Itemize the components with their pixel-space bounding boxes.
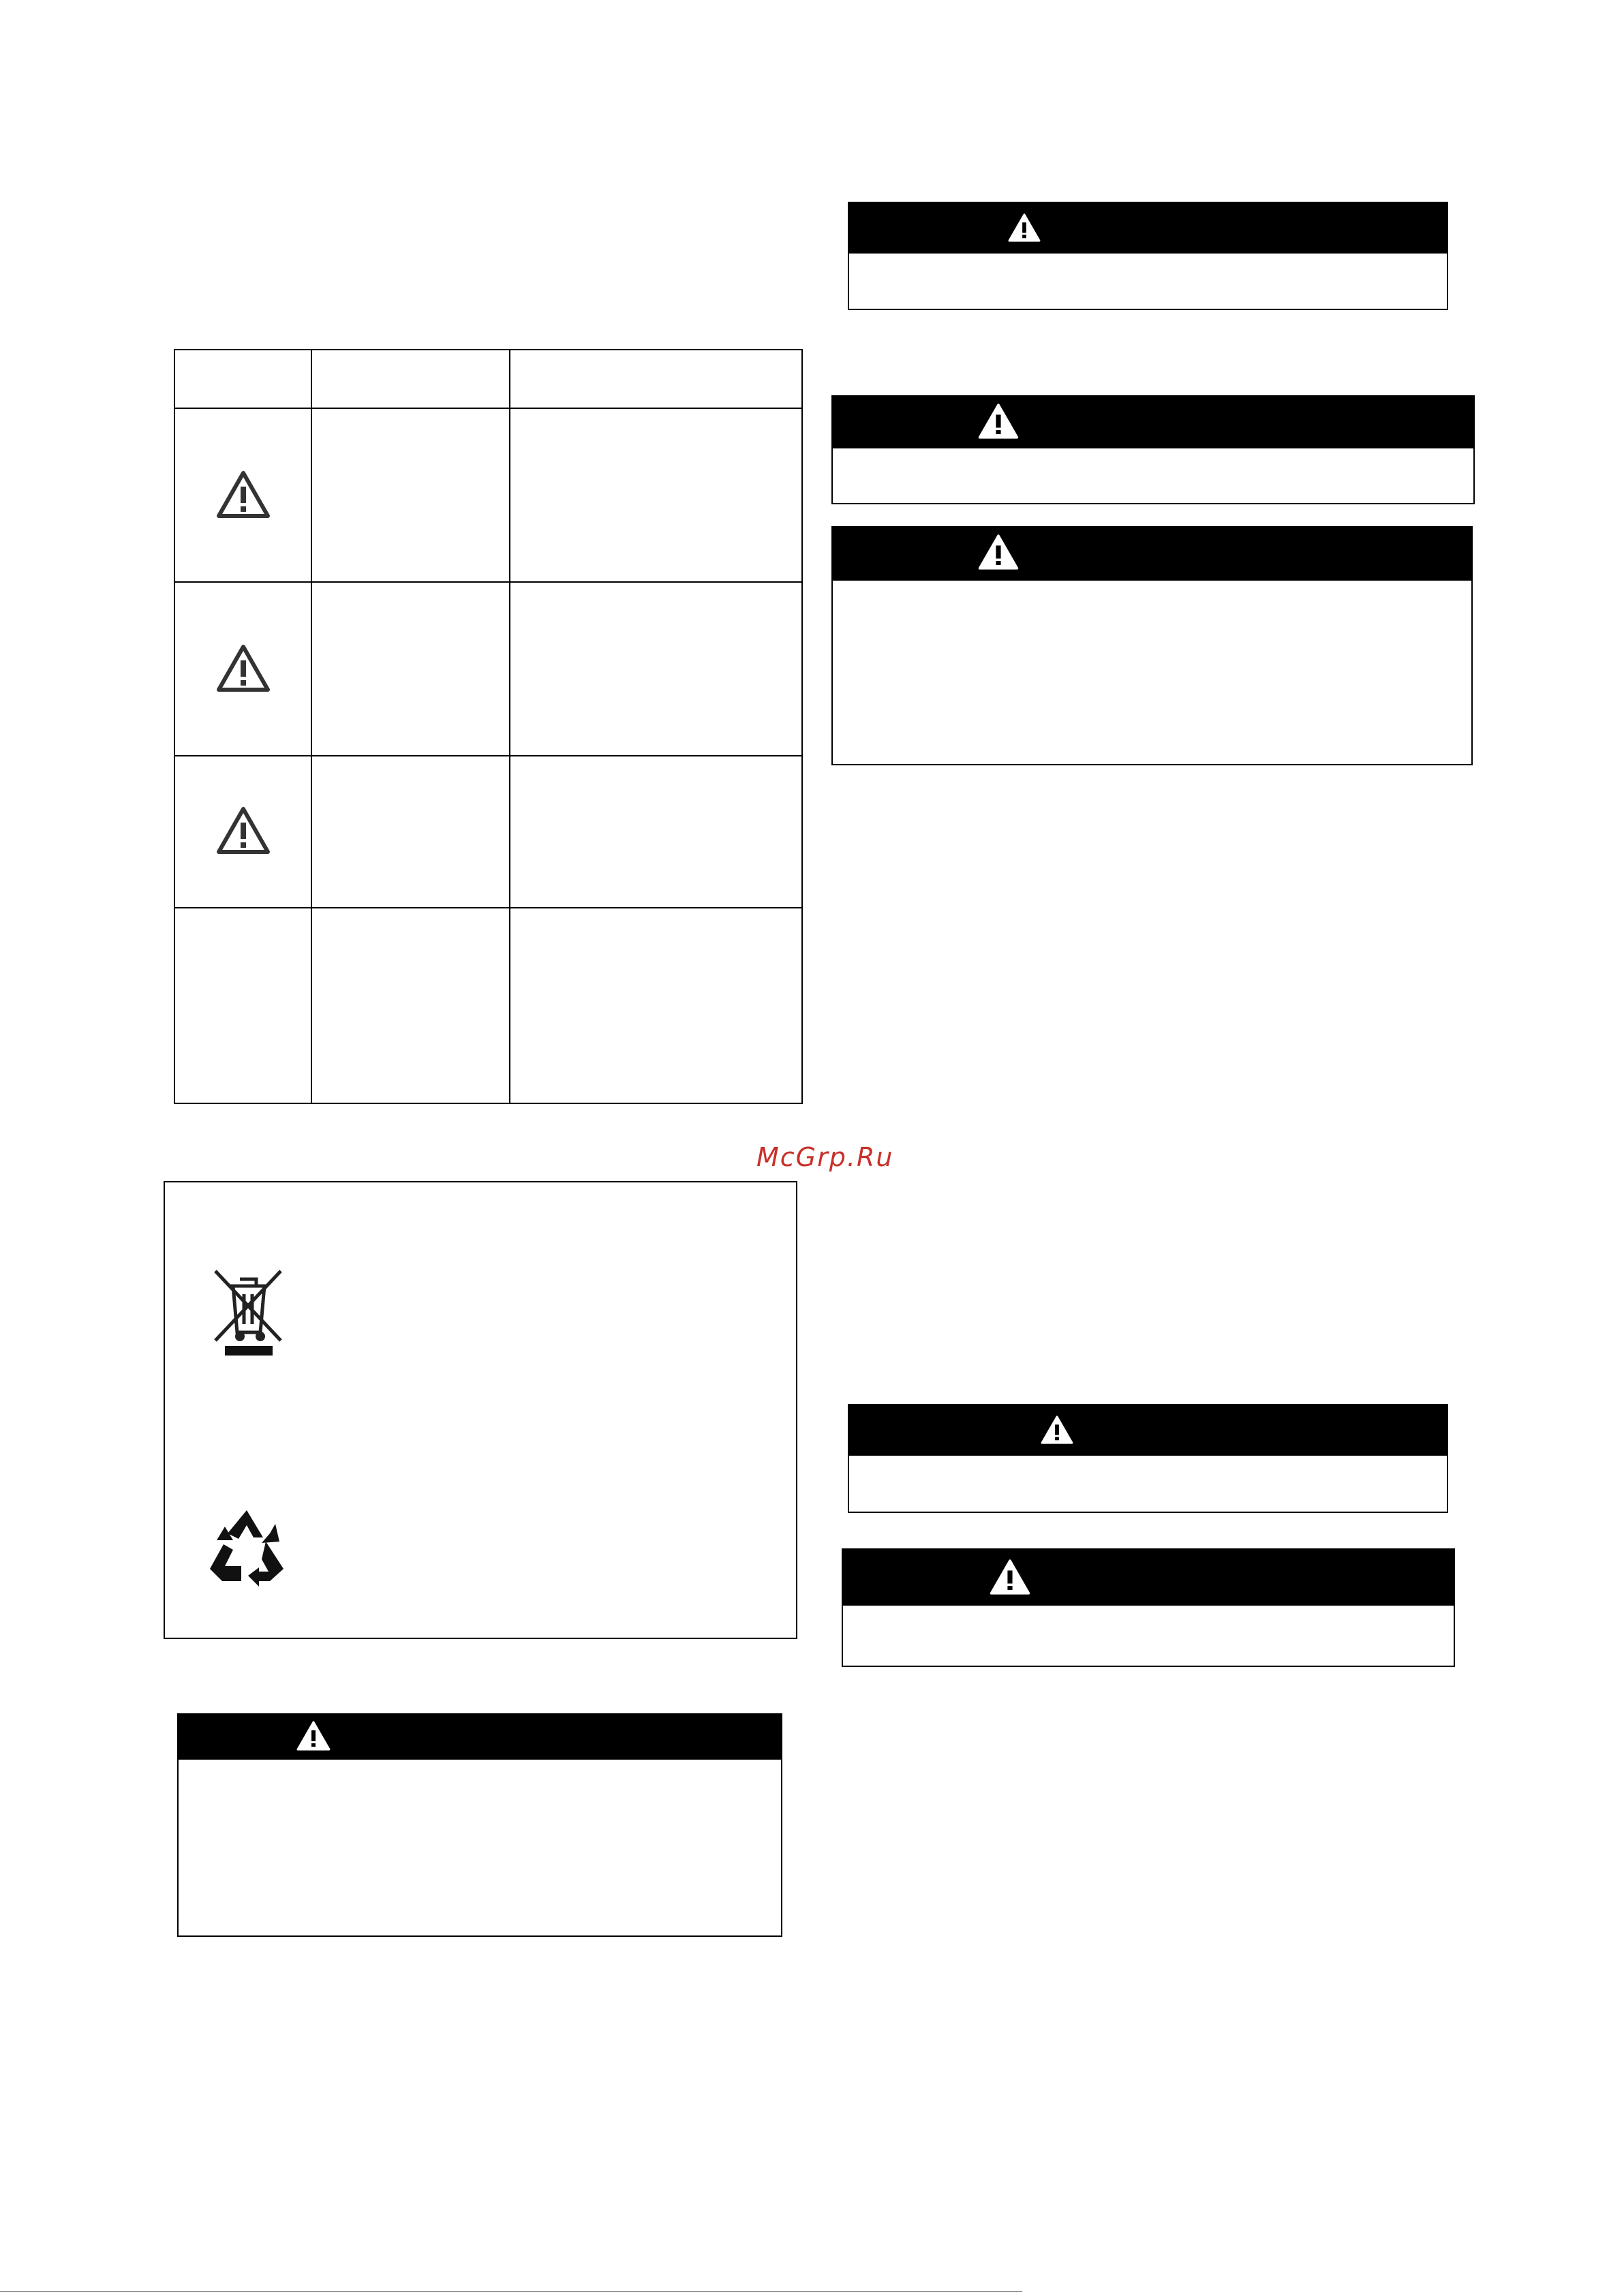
warning-triangle-icon bbox=[977, 533, 1020, 571]
warning-triangle-icon bbox=[1007, 213, 1041, 243]
warning-triangle-icon bbox=[216, 643, 271, 692]
table-row bbox=[216, 643, 271, 692]
warning-triangle-icon bbox=[977, 402, 1020, 440]
warning-box bbox=[848, 1404, 1448, 1513]
warning-triangle-icon bbox=[989, 1558, 1031, 1596]
warning-triangle-icon bbox=[216, 470, 271, 519]
table-column-divider bbox=[509, 350, 510, 1103]
warning-box bbox=[177, 1713, 782, 1937]
warning-header-bar bbox=[179, 1715, 781, 1760]
table-header-divider bbox=[175, 408, 801, 409]
warning-header-bar bbox=[849, 1405, 1447, 1456]
table-column-divider bbox=[311, 350, 312, 1103]
recycling-icon bbox=[204, 1506, 289, 1587]
table-row bbox=[216, 806, 271, 855]
warning-header-bar bbox=[849, 203, 1447, 254]
warning-triangle-icon bbox=[296, 1720, 331, 1751]
warning-header-bar bbox=[843, 1550, 1454, 1606]
warning-box bbox=[842, 1548, 1455, 1667]
warning-box bbox=[831, 526, 1473, 765]
warning-triangle-icon bbox=[1040, 1415, 1074, 1445]
symbol-table bbox=[174, 349, 803, 1104]
warning-box bbox=[831, 395, 1475, 504]
table-row-divider bbox=[175, 755, 801, 756]
warning-header-bar bbox=[833, 397, 1473, 448]
warning-box bbox=[848, 202, 1448, 310]
table-row bbox=[216, 470, 271, 519]
crossed-out-wheelie-bin-icon bbox=[210, 1264, 286, 1360]
warning-triangle-icon bbox=[216, 806, 271, 855]
watermark: McGrp.Ru bbox=[756, 1142, 894, 1172]
table-row-divider bbox=[175, 581, 801, 583]
table-row-divider bbox=[175, 907, 801, 908]
disposal-box bbox=[164, 1181, 797, 1639]
footer-rule bbox=[0, 2291, 1022, 2292]
warning-header-bar bbox=[833, 527, 1471, 581]
